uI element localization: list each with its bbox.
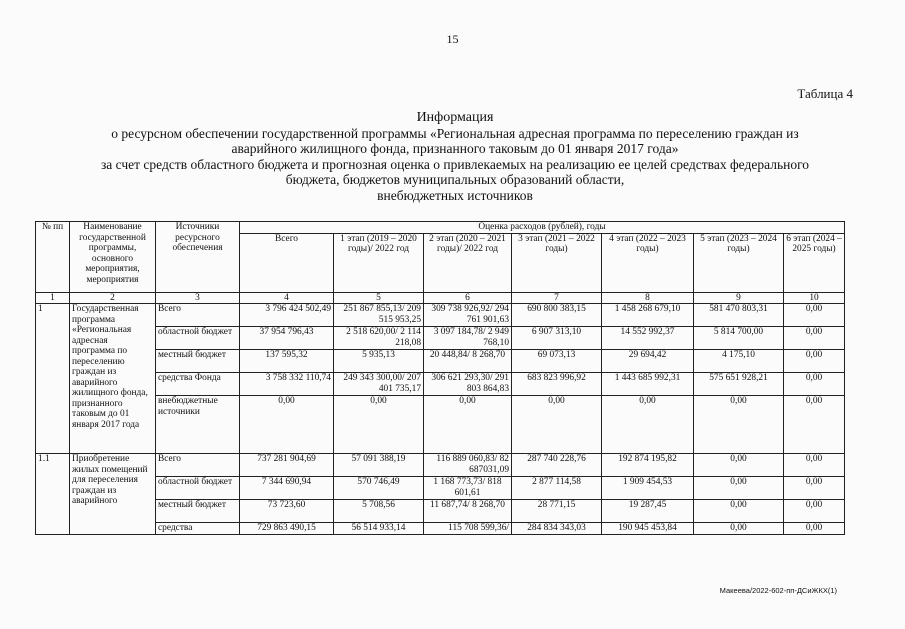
page-number: 15 [446,32,459,46]
table-label: Таблица 4 [797,86,853,101]
cell-stage5: 0,00 [694,500,784,523]
table-row [36,327,845,350]
table-row [36,304,845,327]
heading-line: за счет средств областного бюджета и прогнозная оценка о привлекаемых на реализацию ее целей средствах федерального [100,156,810,172]
row-source: Всего [156,454,240,477]
row-source: областной бюджет [156,327,240,350]
cell-stage1: 0,00 [334,396,424,454]
cell-stage1: 2 518 620,00/ 2 114 218,08 [334,327,424,350]
cell-stage6: 0,00 [784,304,845,327]
col-header-stage3: 3 этап (2021 – 2022 годы) [512,233,602,292]
row-no: 1.1 [36,454,70,535]
row-no: 1 [36,304,70,454]
row-source: областной бюджет [156,477,240,500]
cell-stage2: 306 621 293,30/ 291 803 864,83 [424,373,512,396]
row-source: средства Фонда [156,373,240,396]
col-number: 10 [784,292,845,304]
cell-stage3: 284 834 343,03 [512,523,602,535]
col-number: 9 [694,292,784,304]
table-row [36,373,845,396]
resource-table [35,221,845,535]
heading-line: внебюджетных источников [377,187,533,203]
cell-total: 137 595,32 [240,350,334,373]
cell-stage2: 309 738 926,92/ 294 761 901,63 [424,304,512,327]
cell-stage2: 1 168 773,73/ 818 601,61 [424,477,512,500]
table-row [36,396,845,454]
row-source: местный бюджет [156,350,240,373]
cell-stage3: 2 877 114,58 [512,477,602,500]
cell-stage6: 0,00 [784,523,845,535]
cell-stage4: 190 945 453,84 [602,523,694,535]
col-header-stage1: 1 этап (2019 – 2020 годы)/ 2022 год [334,233,424,292]
cell-stage3: 6 907 313,10 [512,327,602,350]
cell-stage5: 5 814 700,00 [694,327,784,350]
cell-total: 0,00 [240,396,334,454]
cell-total: 3 796 424 502,49 [240,304,334,327]
cell-stage4: 14 552 992,37 [602,327,694,350]
cell-total: 737 281 904,69 [240,454,334,477]
table-row [36,500,845,523]
col-header-stage2: 2 этап (2020 – 2021 годы)/ 2022 год [424,233,512,292]
row-source: местный бюджет [156,500,240,523]
row-source: средства [156,523,240,535]
cell-stage3: 690 800 383,15 [512,304,602,327]
col-header-source: Источники ресурсного обеспечения [156,222,240,293]
cell-stage1: 249 343 300,00/ 207 401 735,17 [334,373,424,396]
cell-stage4: 19 287,45 [602,500,694,523]
cell-stage1: 56 514 933,14 [334,523,424,535]
col-header-group: Оценка расходов (рублей), годы [240,222,845,234]
col-header-total: Всего [240,233,334,292]
col-number: 5 [334,292,424,304]
cell-stage4: 29 694,42 [602,350,694,373]
table-row [36,454,845,477]
row-name: Приобретение жилых помещений для переселения граждан из аварийного [70,454,156,535]
cell-total: 73 723,60 [240,500,334,523]
cell-stage2: 3 097 184,78/ 2 949 768,10 [424,327,512,350]
cell-stage5: 575 651 928,21 [694,373,784,396]
cell-stage2: 0,00 [424,396,512,454]
col-header-no: № пп [36,222,70,293]
col-number: 8 [602,292,694,304]
cell-stage5: 0,00 [694,396,784,454]
cell-stage6: 0,00 [784,350,845,373]
col-number: 1 [36,292,70,304]
col-header-stage4: 4 этап (2022 – 2023 годы) [602,233,694,292]
cell-stage4: 1 443 685 992,31 [602,373,694,396]
cell-stage2: 11 687,74/ 8 268,70 [424,500,512,523]
heading-line: о ресурсном обеспечении государственной программы «Региональная адресная программа по переселению граждан из [111,125,799,141]
cell-stage4: 1 909 454,53 [602,477,694,500]
cell-stage1: 57 091 388,19 [334,454,424,477]
cell-stage6: 0,00 [784,327,845,350]
cell-total: 7 344 690,94 [240,477,334,500]
cell-stage3: 0,00 [512,396,602,454]
heading-title: Информация [416,110,494,125]
table-row [36,350,845,373]
document-reference: Макеева/2022-602-пп-ДСиЖКХ(1) [719,586,837,595]
col-header-name: Наименование государственной программы, основного мероприятия, мероприятия [70,222,156,293]
col-number: 2 [70,292,156,304]
cell-stage1: 5 708,56 [334,500,424,523]
table-row [36,523,845,535]
heading-line: аварийного жилищного фонда, признанного таковым до 01 января 2017 года» [231,141,679,156]
cell-stage3: 287 740 228,76 [512,454,602,477]
document-heading [60,110,850,203]
cell-stage4: 192 874 195,82 [602,454,694,477]
cell-stage6: 0,00 [784,396,845,454]
cell-stage6: 0,00 [784,500,845,523]
cell-stage5: 0,00 [694,523,784,535]
col-number: 6 [424,292,512,304]
cell-stage5: 0,00 [694,454,784,477]
cell-stage1: 5 935,13 [334,350,424,373]
cell-stage4: 0,00 [602,396,694,454]
cell-stage3: 69 073,13 [512,350,602,373]
cell-stage5: 581 470 803,31 [694,304,784,327]
cell-stage4: 1 458 268 679,10 [602,304,694,327]
table-row [36,477,845,500]
cell-stage1: 251 867 855,13/ 209 515 953,25 [334,304,424,327]
heading-line: бюджета, бюджетов муниципальных образований области, [285,172,625,187]
cell-stage6: 0,00 [784,477,845,500]
cell-stage3: 683 823 996,92 [512,373,602,396]
cell-stage5: 4 175,10 [694,350,784,373]
cell-stage2: 115 708 599,36/ [424,523,512,535]
cell-stage3: 28 771,15 [512,500,602,523]
row-name: Государственная программа «Региональная адресная программа по переселению граждан из аварийного жилищного фонда, признанного таковым до 01 января 2017 года [70,304,156,454]
cell-stage1: 570 746,49 [334,477,424,500]
cell-stage6: 0,00 [784,454,845,477]
cell-stage5: 0,00 [694,477,784,500]
col-number: 4 [240,292,334,304]
row-source: Всего [156,304,240,327]
cell-total: 729 863 490,15 [240,523,334,535]
cell-stage6: 0,00 [784,373,845,396]
col-header-stage5: 5 этап (2023 – 2024 годы) [694,233,784,292]
cell-stage2: 116 889 060,83/ 82 687031,09 [424,454,512,477]
col-header-stage6: 6 этап (2024 – 2025 годы) [784,233,845,292]
cell-total: 3 758 332 110,74 [240,373,334,396]
col-number: 7 [512,292,602,304]
col-number: 3 [156,292,240,304]
cell-stage2: 20 448,84/ 8 268,70 [424,350,512,373]
cell-total: 37 954 796,43 [240,327,334,350]
row-source: внебюджетные источники [156,396,240,454]
